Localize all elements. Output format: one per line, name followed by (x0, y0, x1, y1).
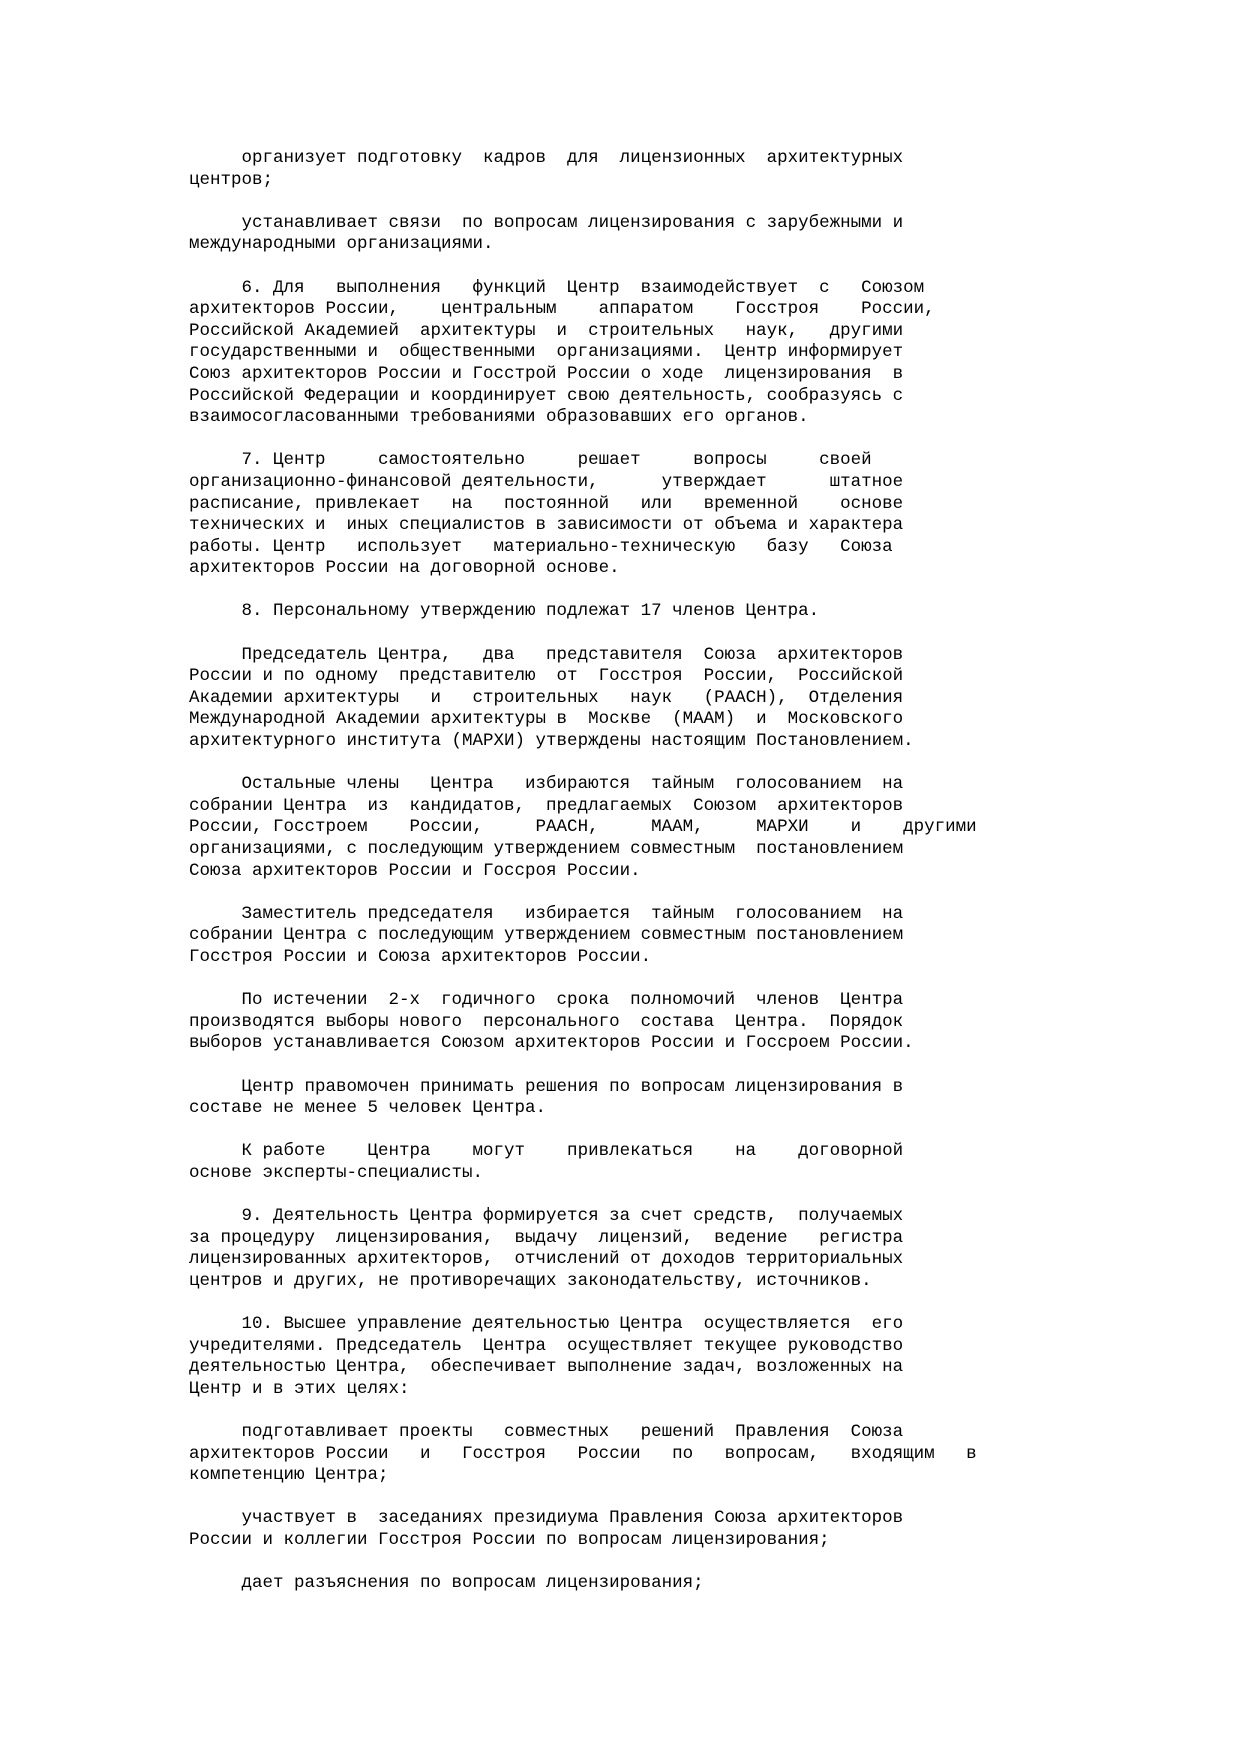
text-line: центров; (189, 169, 274, 190)
text-line: 7. Центр самостоятельно решает вопросы своей (189, 450, 872, 471)
text-line: взаимосогласованными требованиями образовавших его органов. (189, 407, 809, 428)
text-line: 6. Для выполнения функций Центр взаимодействует с Союзом (189, 277, 925, 298)
text-line: собрании Центра с последующим утверждением совместным постановлением (189, 925, 904, 946)
text-line: технических и иных специалистов в зависимости от объема и характера (189, 515, 904, 536)
text-line: Председатель Центра, два представителя Союза архитекторов (189, 644, 904, 665)
text-line: учредителями. Председатель Центра осуществляет текущее руководство (189, 1335, 904, 1356)
text-line: Центр и в этих целях: (189, 1378, 410, 1399)
document-body (189, 148, 1009, 1616)
text-line: собрании Центра из кандидатов, предлагаемых Союзом архитекторов (189, 795, 904, 816)
text-line: Союза архитекторов России и Госсроя России. (189, 860, 641, 881)
text-line: организует подготовку кадров для лицензионных архитектурных (189, 148, 904, 168)
paragraph (189, 450, 1009, 580)
text-line: Госстроя России и Союза архитекторов России. (189, 946, 652, 967)
text-line: международными организациями. (189, 234, 494, 255)
text-line: Российской Федерации и координирует свою деятельность, сообразуясь с (189, 385, 904, 406)
text-line: работы. Центр использует материально-техническую базу Союза (189, 536, 893, 557)
text-line: составе не менее 5 человек Центра. (189, 1098, 547, 1119)
text-line: По истечении 2-х годичного срока полномочий членов Центра (189, 990, 904, 1011)
text-line: производятся выборы нового персонального состава Центра. Порядок (189, 1011, 904, 1032)
paragraph (189, 1141, 1009, 1184)
text-line: Остальные члены Центра избираются тайным голосованием на (189, 774, 904, 795)
text-line: государственными и общественными организациями. Центр информирует (189, 342, 904, 363)
paragraph (189, 1077, 1009, 1120)
text-line: участвует в заседаниях президиума Правления Союза архитекторов (189, 1508, 904, 1529)
paragraph (189, 213, 1009, 256)
paragraph (189, 645, 1009, 753)
text-line: выборов устанавливается Союзом архитекторов России и Госсроем России. (189, 1033, 914, 1054)
text-line: Союз архитекторов России и Госстрой России о ходе лицензирования в (189, 363, 904, 384)
text-line: Академии архитектуры и строительных наук (РААСН), Отделения (189, 687, 904, 708)
text-line: основе эксперты-специалисты. (189, 1162, 484, 1183)
paragraph (189, 278, 1009, 429)
paragraph (189, 774, 1009, 882)
paragraph (189, 904, 1009, 969)
text-line: расписание, привлекает на постоянной или временной основе (189, 493, 904, 514)
text-line: России, Госстроем России, РААСН, МААМ, МАРХИ и другими (189, 817, 977, 838)
text-line: Центр правомочен принимать решения по вопросам лицензирования в (189, 1076, 904, 1097)
text-line: 9. Деятельность Центра формируется за счет средств, получаемых (189, 1206, 904, 1227)
paragraph (189, 601, 1009, 623)
text-line: Заместитель председателя избирается тайным голосованием на (189, 903, 904, 924)
text-line: устанавливает связи по вопросам лицензирования с зарубежными и (189, 212, 904, 233)
text-line: 8. Персональному утверждению подлежат 17 членов Центра. (189, 601, 820, 622)
text-line: архитекторов России, центральным аппаратом Госстроя России, (189, 299, 935, 320)
text-line: центров и других, не противоречащих законодательству, источников. (189, 1270, 872, 1291)
text-line: архитекторов России и Госстроя России по вопросам, входящим в (189, 1443, 977, 1464)
text-line: подготавливает проекты совместных решений Правления Союза (189, 1422, 904, 1443)
text-line: организационно-финансовой деятельности, утверждает штатное (189, 471, 904, 492)
text-line: России и по одному представителю от Госстроя России, Российской (189, 666, 904, 687)
text-line: лицензированных архитекторов, отчислений от доходов территориальных (189, 1249, 904, 1270)
paragraph (189, 1422, 1009, 1487)
text-line: деятельностью Центра, обеспечивает выполнение задач, возложенных на (189, 1357, 904, 1378)
paragraph (189, 1573, 1009, 1595)
text-line: архитекторов России на договорной основе. (189, 558, 620, 579)
paragraph (189, 1508, 1009, 1551)
text-line: организациями, с последующим утверждением совместным постановлением (189, 839, 904, 859)
paragraph (189, 990, 1009, 1055)
text-line: за процедуру лицензирования, выдачу лицензий, ведение регистра (189, 1227, 904, 1248)
paragraph (189, 1206, 1009, 1292)
text-line: Международной Академии архитектуры в Москве (МААМ) и Московского (189, 709, 904, 730)
text-line: Российской Академией архитектуры и строительных наук, другими (189, 320, 904, 341)
text-line: архитектурного института (МАРХИ) утверждены настоящим Постановлением. (189, 731, 914, 752)
text-line: России и коллегии Госстроя России по вопросам лицензирования; (189, 1530, 830, 1550)
text-line: компетенцию Центра; (189, 1465, 389, 1486)
text-line: 10. Высшее управление деятельностью Центра осуществляется его (189, 1314, 904, 1335)
text-line: дает разъяснения по вопросам лицензирования; (189, 1573, 704, 1594)
text-line: К работе Центра могут привлекаться на договорной (189, 1141, 904, 1162)
paragraph (189, 148, 1009, 191)
paragraph (189, 1314, 1009, 1400)
